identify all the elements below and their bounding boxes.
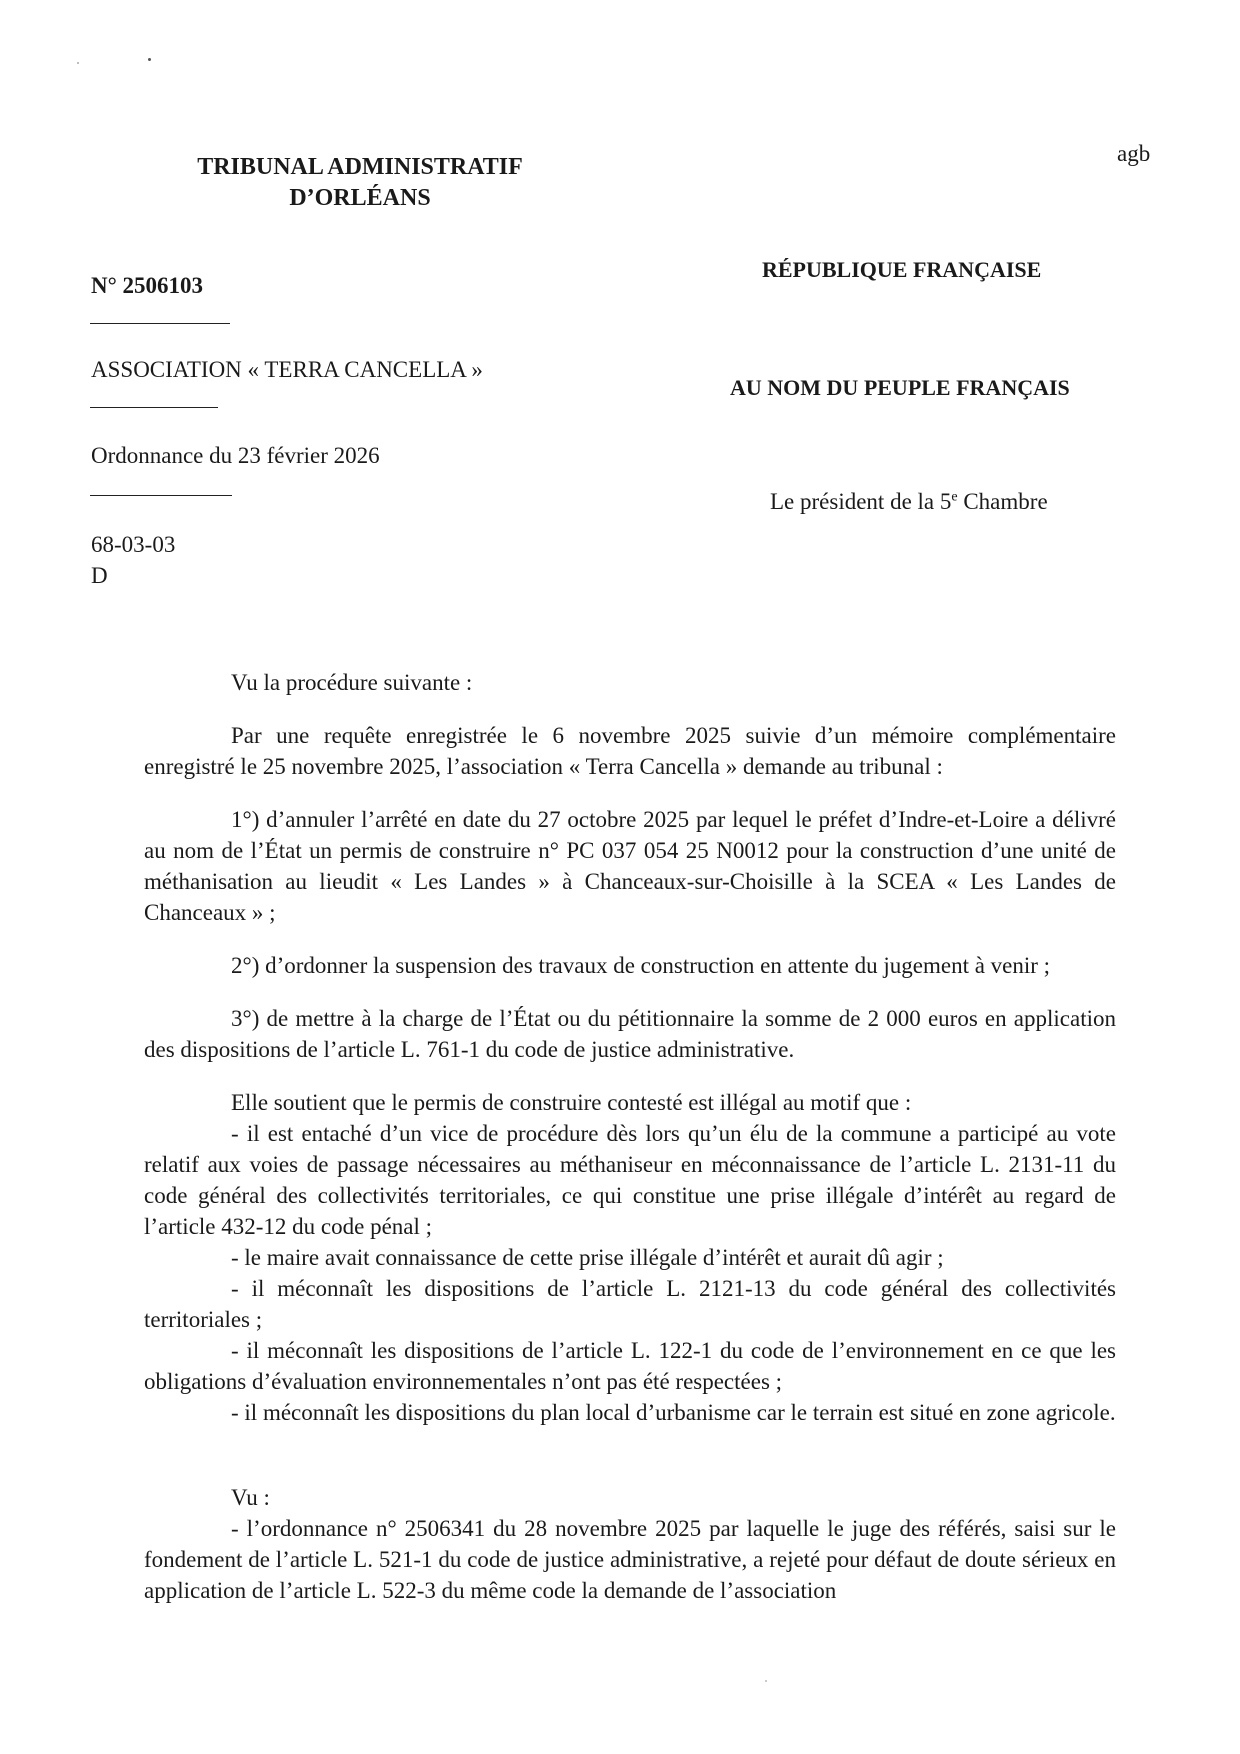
order-date: Ordonnance du 23 février 2026	[91, 443, 380, 468]
argument-item: - le maire avait connaissance de cette prise illégale d’intérêt et aurait dû agir ;	[231, 1245, 944, 1270]
divider	[90, 495, 232, 496]
request-paragraph: 1°) d’annuler l’arrêté en date du 27 octobre 2025 par lequel le préfet d’Indre-et-Loire a délivré au nom de l’État un permis de construire n° PC 037 054 25 N0012 pour la construction d’une unité de méthanisation au lieudit « Les Landes » à Chanceaux-sur-Choisille à la SCEA « Les Landes de Chanceaux » ;	[144, 807, 1116, 925]
clerk-initials: agb	[1117, 141, 1151, 166]
argument-item: - il méconnaît les dispositions de l’article L. 2121-13 du code général des collectivités territoriales ;	[144, 1276, 1116, 1332]
divider	[90, 323, 230, 324]
intro-paragraph: Par une requête enregistrée le 6 novembre 2025 suivie d’un mémoire complémentaire enregistré le 25 novembre 2025, l’association « Terra Cancella » demande au tribunal :	[144, 723, 1116, 779]
scan-speck	[148, 58, 151, 61]
president-superscript: e	[951, 489, 958, 505]
arguments-intro: Elle soutient que le permis de construire contesté est illégal au motif que :	[231, 1090, 912, 1115]
argument-item: - il méconnaît les dispositions du plan local d’urbanisme car le terrain est situé en zone agricole.	[231, 1400, 1116, 1425]
classification-code: 68-03-03	[91, 532, 176, 557]
court-name-line2: D’ORLÉANS	[289, 185, 431, 211]
vu-item: - l’ordonnance n° 2506341 du 28 novembre 2025 par laquelle le juge des référés, saisi sur le fondement de l’article L. 521-1 du code de justice administrative, a rejeté pour défaut de doute sérieux en application de l’article L. 522-3 du même code la demande de l’association	[144, 1516, 1116, 1603]
republic-heading: RÉPUBLIQUE FRANÇAISE	[762, 257, 1042, 282]
request-paragraph: 2°) d’ordonner la suspension des travaux de construction en attente du jugement à venir ;	[231, 953, 1051, 978]
president-suffix: Chambre	[957, 489, 1048, 514]
argument-item: - il est entaché d’un vice de procédure dès lors qu’un élu de la commune a participé au vote relatif aux voies de passage nécessaires au méthaniseur en méconnaissance de l’article L. 2131-11 du code général des collectivités territoriales, ce qui constitue une prise illégale d’intérêt au regard de l’article 432-12 du code pénal ;	[144, 1121, 1116, 1239]
president-line	[770, 489, 1048, 515]
divider	[90, 407, 218, 408]
vu-heading: Vu :	[231, 1485, 270, 1510]
court-name	[150, 152, 570, 214]
people-heading: AU NOM DU PEUPLE FRANÇAIS	[730, 375, 1070, 400]
argument-item: - il méconnaît les dispositions de l’article L. 122-1 du code de l’environnement en ce que les obligations d’évaluation environnementales n’ont pas été respectées ;	[144, 1338, 1116, 1394]
court-name-line1: TRIBUNAL ADMINISTRATIF	[197, 154, 523, 180]
request-paragraph: 3°) de mettre à la charge de l’État ou du pétitionnaire la somme de 2 000 euros en application des dispositions de l’article L. 761-1 du code de justice administrative.	[144, 1006, 1116, 1062]
procedure-heading: Vu la procédure suivante :	[231, 670, 473, 695]
case-number: N° 2506103	[91, 273, 204, 298]
scan-speck	[77, 62, 79, 64]
president-prefix: Le président de la 5	[770, 489, 952, 514]
document-body	[144, 667, 1116, 1606]
party-name: ASSOCIATION « TERRA CANCELLA »	[91, 357, 483, 382]
publication-letter: D	[91, 563, 108, 588]
scan-speck	[765, 1680, 767, 1682]
